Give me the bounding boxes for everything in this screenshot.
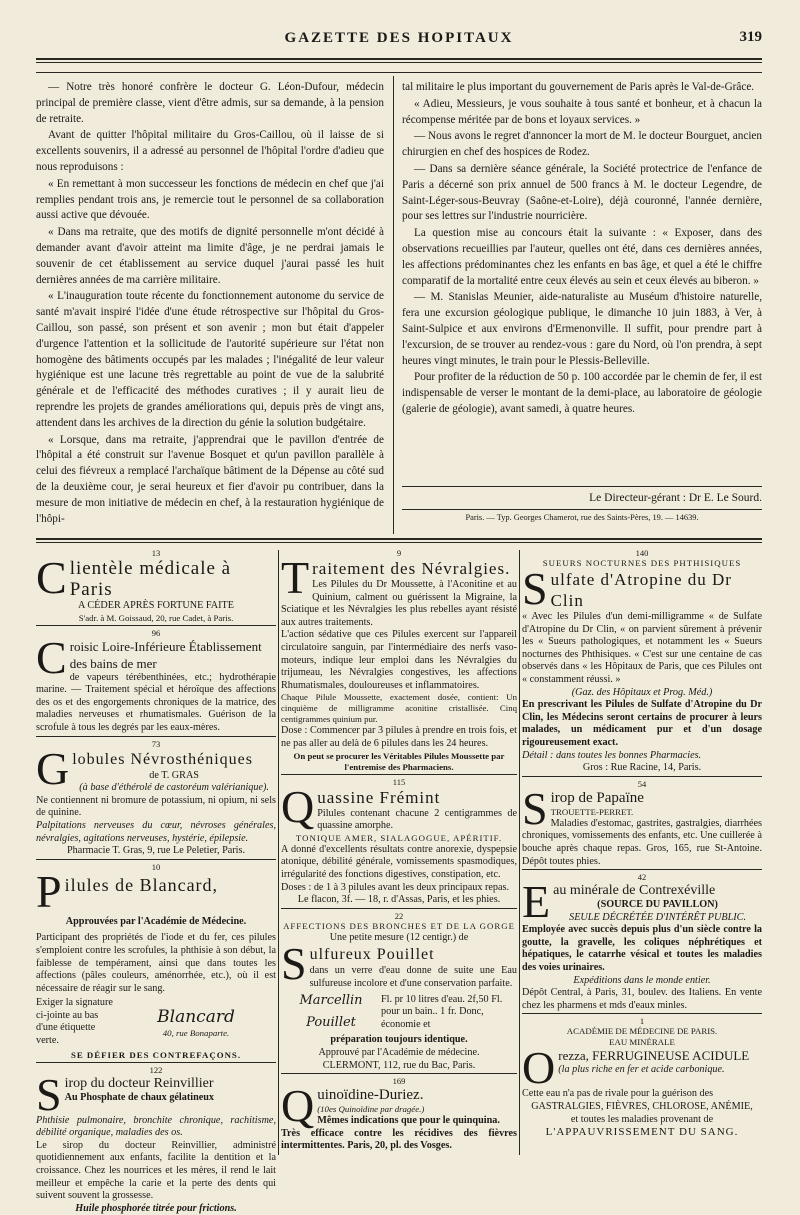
ad-column-3 xyxy=(522,548,762,1139)
ad-title: irop de Papaïne xyxy=(550,789,644,806)
ad-text: Expéditions dans le monde entier. xyxy=(573,974,711,986)
page-header xyxy=(36,26,762,56)
ad-heading: AFFECTIONS DES BRONCHES ET DE LA GORGE xyxy=(283,920,515,931)
ad-maker: TROUETTE-PERRET. xyxy=(550,806,634,817)
article-column-right xyxy=(402,80,762,419)
ad-text: GASTRALGIES, FIÈVRES, CHLOROSE, ANÉMIE, xyxy=(531,1101,753,1113)
paragraph: « L'inauguration toute récente du fonctionnement autonome du service de santé m'avait inspiré l'idée d'une étude rétrospective sur l'hôpital du Gros-Caillou, son passé, son présent et son avenir ; mon but était d'appeler d'urgence l'attention et la sollicitude de l'autorité supérieure sur l'état non homogène des bâtiments occupés par les malades ; l'inégalité de leur valeur hygiénique est une lacune très regrettable au point de vue de la salubrité générale et de l'efficacité des méthodes curatives ; il y aurait lieu de reprendre les projets de grandes améliorations qui, depuis près de vingt ans, attendent dans les archives de la direction du génie la solution budgétaire. xyxy=(36,290,384,429)
ad-text: SEULE DÉCRÉTÉE D'INTÉRÊT PUBLIC. xyxy=(569,911,746,923)
ad-heading: SUEURS NOCTURNES DES PHTHISIQUES xyxy=(542,558,742,568)
drop-cap: Q xyxy=(281,1080,315,1132)
ad-number: 54 xyxy=(637,778,647,789)
ad-text: dans un verre d'eau donne de suite une Eau sulfureuse incolore et d'une conservation parfaite. xyxy=(309,965,517,989)
ad-nevralgies xyxy=(281,548,517,773)
drop-cap: C xyxy=(36,552,67,603)
drop-cap: S xyxy=(36,1068,62,1120)
ad-number: 169 xyxy=(392,1076,406,1087)
drop-cap: G xyxy=(36,742,70,794)
blancard-signature: Blancard xyxy=(157,1006,235,1027)
ad-number: 122 xyxy=(149,1064,163,1075)
ad-address: S'adr. à M. Goissaud, 20, rue Cadet, à Paris. xyxy=(78,612,234,623)
printer-imprint: Paris. — Typ. Georges Chamerot, rue des Saints-Pères, 19. — 14639. xyxy=(465,513,699,522)
paragraph: La question mise au concours était la suivante : « Exposer, dans des observations recueillies par l'auteur, quelles ont été, dans ces dernières années, les affections prédominantes chez les enfants en bas âge, et quel a été le chiffre comparatif de la mortalité entre ceux élevés au sein et ceux élevés au biberon. » xyxy=(402,227,762,287)
ad-title: rezza, FERRUGINEUSE ACIDULE xyxy=(558,1048,750,1064)
ad-address: Gros : Rue Racine, 14, Paris. xyxy=(582,762,702,774)
drop-cap: P xyxy=(36,865,62,917)
ad-text: Participant des propriétés de l'iode et du fer, ces pilules s'emploient contre les scrofules, la phthisie à son début, la faiblesse de tempérament, ainsi que dans toutes les affections (pâles couleurs, aménorrhée, etc.), où il est nécessaire de réagir sur le sang. xyxy=(36,932,276,994)
ad-croisic xyxy=(36,628,276,735)
ad-text: « Avec les Pilules d'un demi-milligramme « de Sulfate d'Atropine du Dr Clin, « on parvient sûrement à prévenir les « Sueurs pathologiques, et notamment les « Sueurs nocturnes des Phthisiques. « C'est sur une centaine de cas observés dans « les Hôpitaux de Paris, que ces Pilules ont « constamment réussi. » xyxy=(522,611,762,685)
paragraph: Pour profiter de la réduction de 50 p. 100 accordée par le chemin de fer, il est indispensable de verser le montant de la demi-place, au laboratoire de géologie (galerie de géologie), avant samedi, à quatre heures. xyxy=(402,371,762,415)
ad-text: Une petite mesure (12 centigr.) de xyxy=(329,931,469,943)
ad-number: 115 xyxy=(392,776,406,787)
ad-text: Cette eau n'a pas de rivale pour la guérison des xyxy=(522,1088,714,1100)
column-divider xyxy=(393,76,394,534)
ad-text: A CÉDER APRÈS FORTUNE FAITE xyxy=(78,600,234,611)
ad-column-2 xyxy=(281,548,517,1153)
ad-column-1 xyxy=(36,548,276,1215)
advertisements xyxy=(36,548,762,1214)
ad-quassine xyxy=(281,777,517,907)
ad-text: On peut se procurer les Véritables Pilules Moussette par l'entremise des Pharmaciens. xyxy=(293,750,505,772)
paragraph: « Adieu, Messieurs, je vous souhaite à tous santé et bonheur, et à chacun la récompense méritée par de bons et loyaux services. » xyxy=(402,97,762,126)
ad-globules xyxy=(36,739,276,858)
paragraph: tal militaire le plus important du gouvernement de Paris après le Val-de-Grâce. xyxy=(402,81,755,93)
ad-contrexeville xyxy=(522,872,762,1012)
journal-title: GAZETTE DES HOPITAUX xyxy=(284,30,514,46)
ad-column-divider xyxy=(519,550,520,1155)
ad-text: (SOURCE DU PAVILLON) xyxy=(597,899,718,911)
ad-text: TONIQUE AMER, SIALAGOGUE, APÉRITIF. xyxy=(295,832,503,843)
pouillet-signature: Marcellin Pouillet xyxy=(299,993,363,1031)
ad-address: CLERMONT, 112, rue du Bac, Paris. xyxy=(322,1059,476,1071)
ad-text: (la plus riche en fer et acide carbonique. xyxy=(558,1064,725,1076)
ad-text: Exiger la signature ci-jointe au bas d'une étiquette verte. xyxy=(36,997,113,1047)
drop-cap: E xyxy=(522,876,551,928)
drop-cap: C xyxy=(36,631,67,683)
paragraph: Avant de quitter l'hôpital militaire du Gros-Caillou, où il laisse de si excellents souvenirs, il a adressé au personnel de l'hôpital l'ordre d'adieu que nous reproduisons : xyxy=(36,129,384,173)
ad-address: 40, rue Bonaparte. xyxy=(162,1027,230,1038)
paragraph: « Dans ma retraite, que des motifs de dignité personnelle m'ont décidé à demander avant d'avoir atteint ma limite d'âge, je ne perdrai jamais le souvenir de cet établissement au service duquel j'aurai passé les huit dernières années de ma carrière militaire. xyxy=(36,226,384,286)
ad-title: au minérale de Contrexéville xyxy=(553,883,716,899)
ad-number: 42 xyxy=(637,872,647,883)
ad-text: L'action sédative que ces Pilules exercent sur l'appareil circulatoire sanguin, par l'intermédiaire des nerfs vaso-moteurs, indique leur emploi dans les Névralgies du trijumeau, les Névralgies congestives, les affections Rhumatismales, douloureuses et inflammatoires. xyxy=(281,629,517,691)
header-rule xyxy=(36,58,762,60)
ad-text: A donné d'excellents résultats contre anorexie, dyspepsie atonique, débilité générale, vomissements spasmodiques, irrégularité des fonctions digestives, constipation, etc. xyxy=(281,843,517,880)
ad-number: 73 xyxy=(151,738,161,749)
ad-text: (10es Quinoïdine par dragée.) xyxy=(317,1104,425,1115)
director-signature: Le Directeur-gérant : Dr E. Le Sourd. xyxy=(589,492,762,504)
ad-orezza xyxy=(522,1016,762,1138)
ad-text: Approuvé par l'Académie de médecine. xyxy=(318,1047,480,1059)
ad-number: 9 xyxy=(396,548,402,558)
ad-title: roisic Loire-Inférieure Établissement des bains de mer xyxy=(69,638,262,671)
drop-cap: Q xyxy=(281,780,315,832)
paragraph: — Nous avons le regret d'annoncer la mort de M. le docteur Bourguet, ancien chirurgien en chef des hospices de Rodez. xyxy=(402,130,762,159)
ad-text: Fl. pr 10 litres d'eau. 2f,50 Fl. pour un bain.. 1 fr. Donc, économie et xyxy=(381,993,503,1030)
ad-title: raitement des Névralgies. xyxy=(312,559,511,578)
ad-papaine xyxy=(522,779,762,868)
ad-address: Pharmacie T. Gras, 9, rue Le Peletier, Paris. xyxy=(66,845,245,857)
ad-title: ulfureux Pouillet xyxy=(309,946,435,964)
ad-text: Pilules contenant chacune 2 centigrammes de quassine amorphe. xyxy=(317,807,517,832)
ad-number: 13 xyxy=(151,548,161,558)
drop-cap: O xyxy=(522,1042,556,1094)
ad-text: Détail : dans toutes les bonnes Pharmacies. xyxy=(522,749,702,761)
ad-title: ulfate d'Atropine du Dr Clin xyxy=(550,570,732,610)
ad-text: Employée avec succès depuis plus d'un siècle contre la goutte, la gravelle, les coliques néphrétiques et hépatiques, le catarrhe vésical et toutes les maladies des voies urinaires. xyxy=(522,924,762,974)
ad-number: 10 xyxy=(151,861,161,872)
ad-address: Dépôt Central, à Paris, 31, boulev. des Italiens. En vente chez les pharmens et mds d'eaux minles. xyxy=(522,987,762,1011)
drop-cap: T xyxy=(281,552,310,603)
ad-blancard xyxy=(36,862,276,1061)
article-column-left xyxy=(36,80,384,528)
ad-text: Maladies d'estomac, gastrites, gastralgies, diarrhées chroniques, vomissements des enfants, etc. Une cuillerée à bouche après chaque repas. Gros, 165, rue St-Antoine. Dépôt toutes phies. xyxy=(522,817,762,867)
ad-title: ilules de Blancard, xyxy=(64,874,219,895)
ad-title: uinoïdine-Duriez. xyxy=(317,1087,424,1104)
ad-quinoidine xyxy=(281,1076,517,1153)
drop-cap: S xyxy=(522,782,548,834)
ad-text: En prescrivant les Pilules de Sulfate d'Atropine du Dr Clin, les Médecins seront certains de procurer à leurs malades, un médicament pur et d'un dosage rigoureusement exact. xyxy=(522,699,762,748)
ad-text: Doses : de 1 à 3 pilules avant les deux principaux repas. xyxy=(281,881,510,893)
ads-rule xyxy=(36,538,762,540)
ad-text: Approuvées par l'Académie de Médecine. xyxy=(65,915,247,927)
ad-address: Le flacon, 3f. — 18, r. d'Assas, Paris, et les phies. xyxy=(297,894,501,906)
ad-title: uassine Frémint xyxy=(317,787,441,807)
drop-cap: S xyxy=(522,563,548,614)
ad-text: Au Phosphate de chaux gélatineux xyxy=(64,1091,215,1103)
ad-sulfureux xyxy=(281,911,517,1073)
header-rule-thin xyxy=(36,62,762,63)
ad-author: de T. GRAS xyxy=(149,769,199,781)
ad-text: préparation toujours identique. xyxy=(330,1034,468,1046)
ad-title: irop du docteur Reinvillier xyxy=(64,1075,214,1091)
signature-rule xyxy=(402,486,762,487)
ad-title: lientèle médicale à Paris xyxy=(69,558,232,600)
ad-text: et toutes les maladies provenant de xyxy=(570,1113,714,1125)
ad-number: 96 xyxy=(151,627,161,638)
page-number: 319 xyxy=(739,29,762,45)
paragraph: — Notre très honoré confrère le docteur G. Léon-Dufour, médecin principal de première classe, vient d'être admis, sur sa demande, à la pension de retraite. xyxy=(36,81,384,125)
header-rule-lower xyxy=(36,72,762,73)
ad-text: EAU MINÉRALE xyxy=(609,1037,675,1048)
paragraph: « En remettant à mon successeur les fonctions de médecin en chef que j'ai remplies pendant trois ans, je remercie tout le personnel de sa collaboration aussi active que dévouée. xyxy=(36,177,384,222)
ad-heading: ACADÉMIE DE MÉDECINE DE PARIS. xyxy=(566,1026,718,1037)
ad-title: lobules Névrosthéniques xyxy=(72,750,253,768)
ad-number: 22 xyxy=(394,910,404,921)
ad-text: de vapeurs térébenthinées, etc.; hydrothérapie marine. — Traitement spécial et héroïque des affections des os et des engorgements chroniques de la matrice, des maladies nerveuses et rhumatismales. Guérison de la scrofule à tous les degrés par les eaux-mères. xyxy=(36,671,276,733)
ad-reinvillier xyxy=(36,1065,276,1215)
ad-number: 140 xyxy=(635,548,649,558)
drop-cap: S xyxy=(281,938,307,990)
ad-text: Palpitations nerveuses du cœur, névroses générales, névralgies, agitations nerveuses, hystérie, épilepsie. xyxy=(36,819,276,844)
paragraph: — M. Stanislas Meunier, aide-naturaliste au Muséum d'histoire naturelle, fera une excursion géologique publique, le dimanche 10 juin 1883, à Ver, à Saint-Sulpice et aux environs d'Ermenonville. Il suffit, pour prendre part à l'excursion, de se trouver au rendez-vous : gare du Nord, où l'on prendra, à sept heures vingt minutes, le train pour le Plessis-Belleville. xyxy=(402,291,762,367)
paragraph: — Dans sa dernière séance générale, la Société protectrice de l'enfance de Paris a décerné son prix annuel de 500 francs à M. le docteur Legendre, de Saint-Léger-sous-Beuvray (Saône-et-Loire), déjà couronné, l'année dernière, pour ses lettres sur l'industrie nourricière. xyxy=(402,162,762,223)
ad-text: (à base d'éthérolé de castoréum valérianique). xyxy=(79,782,269,794)
ad-warning: SE DÉFIER DES CONTREFAÇONS. xyxy=(70,1049,242,1060)
ads-rule-thin xyxy=(36,542,762,543)
ad-text: Huile phosphorée titrée pour frictions. xyxy=(75,1202,237,1214)
ad-number: 1 xyxy=(639,1016,645,1027)
ad-text: Dose : Commencer par 3 pilules à prendre en trois fois, et ne pas aller au delà de 6 pilules dans les 24 heures. xyxy=(281,725,517,749)
ad-clientele xyxy=(36,548,276,624)
ad-text: L'APPAUVRISSEMENT DU SANG. xyxy=(545,1126,739,1139)
ad-text: Le sirop du docteur Reinvillier, administré quotidiennement aux enfants, facilite la dentition et la croissance. Chez les nourrices et les mères, il rend le lait meilleur et empêche la carie et la perte des dents qui suivent souvent la grossesse. xyxy=(36,1139,276,1202)
ad-text: (Gaz. des Hôpitaux et Prog. Méd.) xyxy=(571,686,713,698)
paragraph: « Lorsque, dans ma retraite, j'apprendrai que le pavillon d'entrée de l'hôpital a été construit sur l'avenue Bosquet et qu'un pavillon parallèle à celui des fiévreux a remplacé l'archaïque bâtiment de la Dépense au côté sud de la deuxième cour, je serai heureux et fier d'avoir pu contribuer, dans la mesure de mon initiative de médecin en chef, à la restauration hygiénique de l'hôpi- xyxy=(36,433,384,525)
ad-text: Ne contiennent ni bromure de potassium, ni opium, ni sels de quinine. xyxy=(36,794,276,819)
ad-column-divider xyxy=(278,550,279,1155)
ad-text: Les Pilules du Dr Moussette, à l'Aconitine et au Quinium, calment ou guérissent la Migraine, la Sciatique et les Névralgies les plus rebelles ayant résisté aux autres traitements. xyxy=(281,579,517,628)
ad-text: Chaque Pilule Moussette, exactement dosée, contient: Un cinquième de milligramme aconitine cristallisée. Cinq centigrammes quinium pur. xyxy=(281,692,517,725)
ad-text: Phthisie pulmonaire, bronchite chronique, rachitisme, débilité organique, maladies des os. xyxy=(36,1114,276,1139)
imprint-rule xyxy=(402,509,762,510)
ad-atropine xyxy=(522,548,762,775)
ad-text: Mêmes indications que pour le quinquina. xyxy=(317,1115,500,1127)
ad-text: Très efficace contre les récidives des fièvres intermittentes. Paris, 20, pl. des Vosges. xyxy=(281,1127,517,1152)
